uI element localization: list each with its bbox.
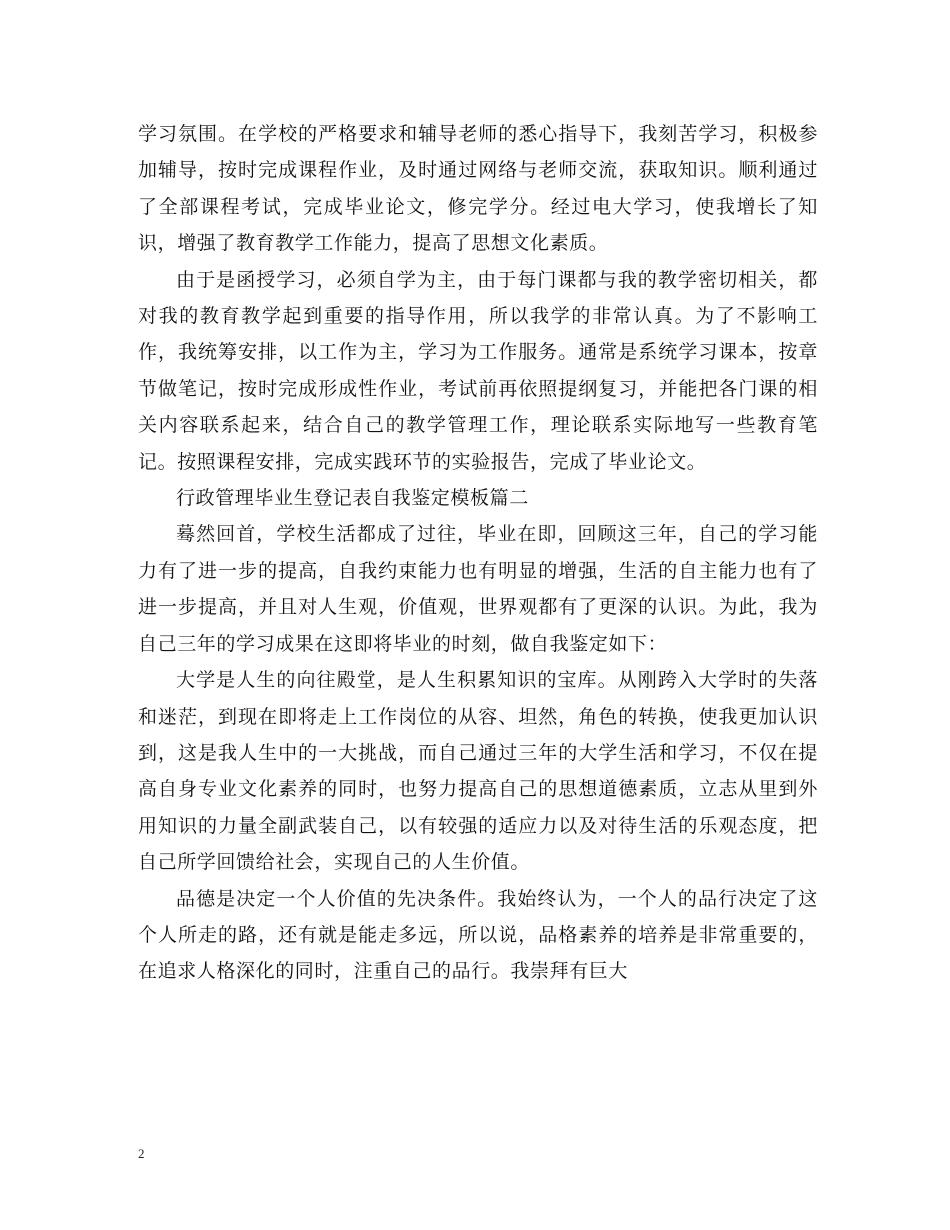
page-number: 2 (138, 1146, 145, 1161)
paragraph-continuation: 学习氛围。在学校的严格要求和辅导老师的悉心指导下，我刻苦学习，积极参加辅导，按时完成课程作业，及时通过网络与老师交流，获取知识。顺利通过了全部课程考试，完成毕业论文，修完学分。经过电大学习，使我增长了知识，增强了教育教学工作能力，提高了思想文化素质。 (138, 123, 818, 255)
paragraph-character: 品德是决定一个人价值的先决条件。我始终认为，一个人的品行决定了这个人所走的路，还有就是能走多远，所以说，品格素养的培养是非常重要的，在追求人格深化的同时，注重自己的品行。我崇拜有巨大 (138, 887, 818, 983)
paragraph-university: 大学是人生的向往殿堂，是人生积累知识的宝库。从刚跨入大学时的失落和迷茫，到现在即将走上工作岗位的从容、坦然，角色的转换，使我更加认识到，这是我人生中的一大挑战，而自己通过三年的大学生活和学习，不仅在提高自身专业文化素养的同时，也努力提高自己的思想道德素质，立志从里到外用知识的力量全副武装自己，以有较强的适应力以及对待生活的乐观态度，把自己所学回馈给社会，实现自己的人生价值。 (138, 669, 818, 874)
document-body (138, 116, 818, 990)
paragraph-looking-back: 蓦然回首，学校生活都成了过往，毕业在即，回顾这三年，自己的学习能力有了进一步的提高，自我约束能力也有明显的增强，生活的自主能力也有了进一步提高，并且对人生观，价值观，世界观都有了更深的认识。为此，我为自己三年的学习成果在这即将毕业的时刻，做自我鉴定如下： (138, 523, 818, 655)
paragraph-study-method: 由于是函授学习，必须自学为主，由于每门课都与我的教学密切相关，都对我的教育教学起到重要的指导作用，所以我学的非常认真。为了不影响工作，我统筹安排，以工作为主，学习为工作服务。通常是系统学习课本，按章节做笔记，按时完成形成性作业，考试前再依照提纲复习，并能把各门课的相关内容联系起来，结合自己的教学管理工作，理论联系实际地写一些教育笔记。按照课程安排，完成实践环节的实验报告，完成了毕业论文。 (138, 268, 818, 473)
section-heading: 行政管理毕业生登记表自我鉴定模板篇二 (176, 487, 529, 510)
